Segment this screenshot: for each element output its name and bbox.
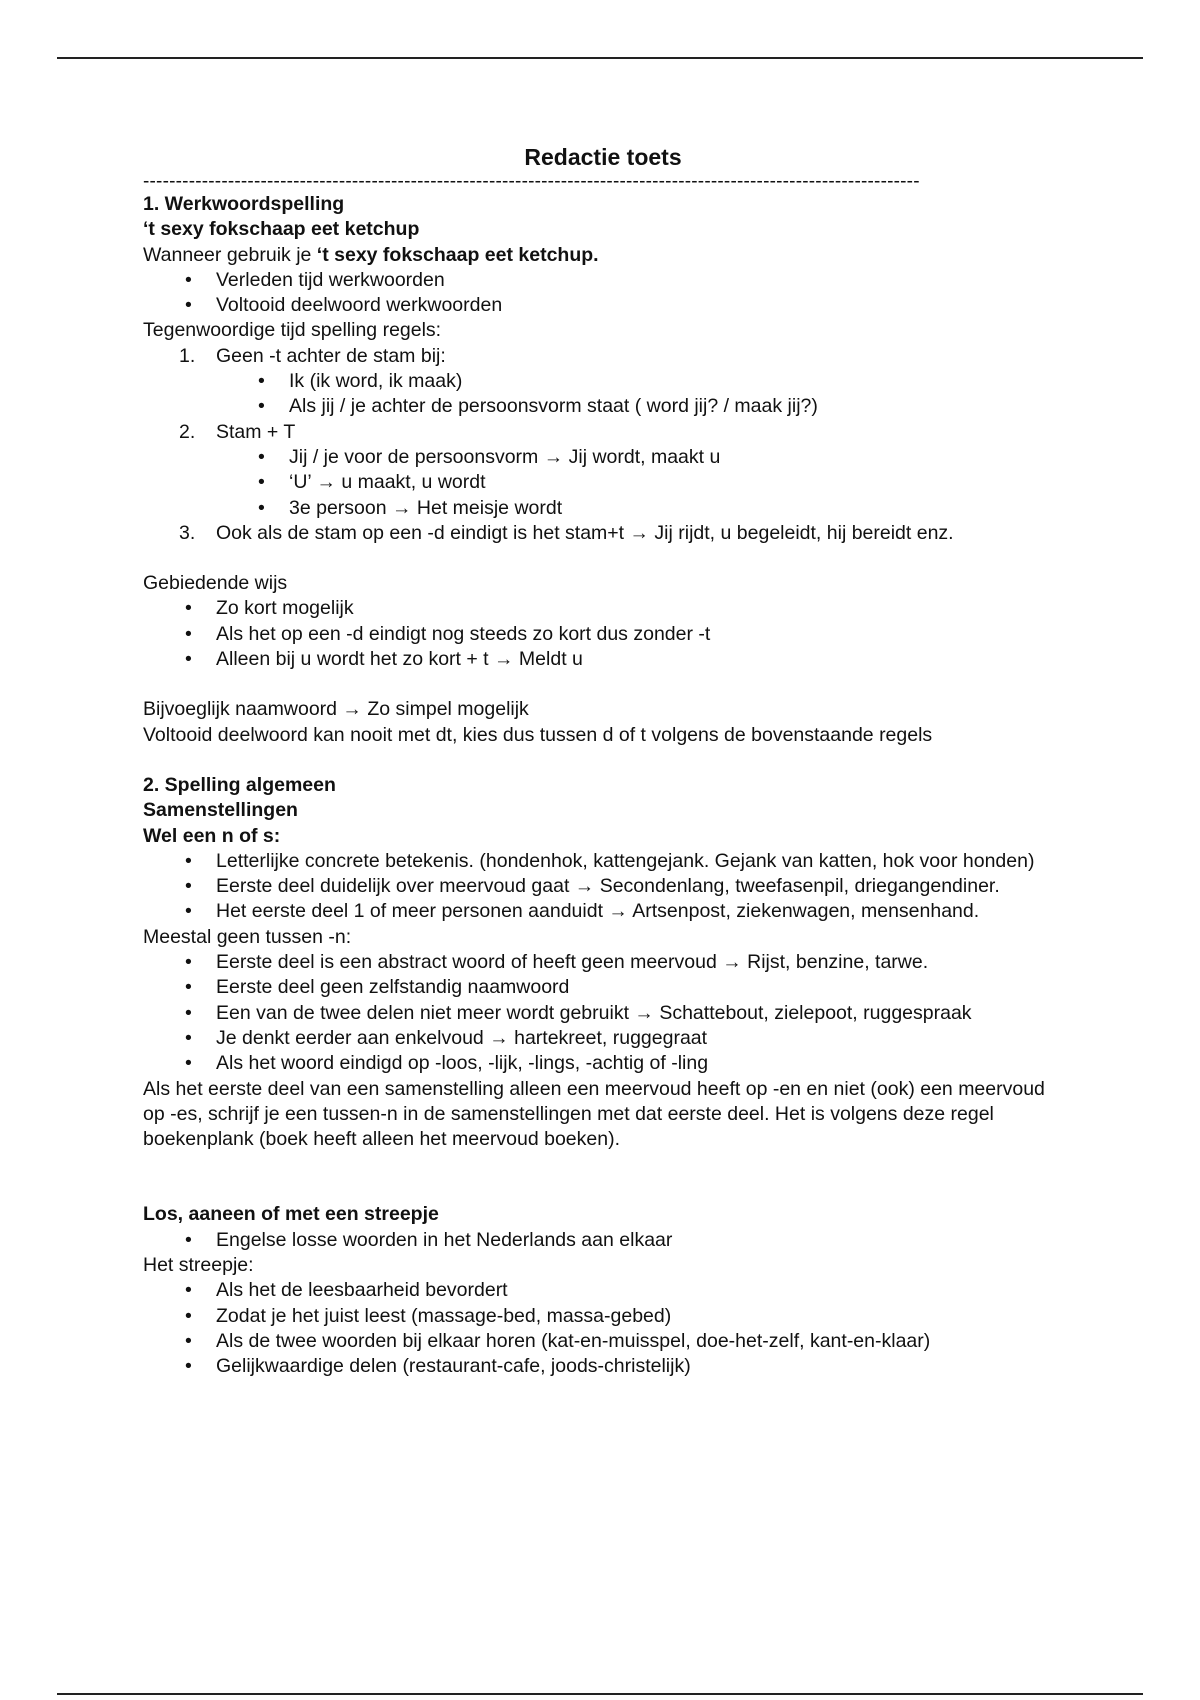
rule-item (143, 344, 1063, 420)
imperative-list (143, 596, 1063, 672)
rules-list (143, 344, 1063, 546)
with-ns-heading: Wel een n of s: (143, 824, 281, 847)
rule-text: Ook als de stam op een -d eindigt is het stam+t → Jij rijdt, u begeleidt, hij bereidt enz. (216, 521, 954, 544)
section1-subheading: ‘t sexy fokschaap eet ketchup (143, 218, 420, 241)
mostly-no-intro: Meestal geen tussen -n: (143, 925, 352, 948)
participle-rule: Voltooid deelwoord kan nooit met dt, kies dus tussen d of t volgens de bovenstaande regels (143, 723, 933, 746)
list-item: • Letterlijke concrete betekenis. (hondenhok, kattengejank. Gejank van katten, hok voor honden) (143, 849, 1063, 874)
section2-heading: 2. Spelling algemeen (143, 773, 336, 796)
rule-paragraph: Als het eerste deel van een samenstelling alleen een meervoud heeft op -en en niet (ook) een meervoud op -es, schrijf je een tussen-n in de samenstellingen met dat eerste deel. Het is volgens deze regel boekenplank (boek heeft alleen het meervoud boeken). (143, 1077, 1045, 1151)
list-item: • Als jij / je achter de persoonsvorm staat ( word jij? / maak jij?) (216, 394, 1063, 419)
list-item: • Zo kort mogelijk (143, 596, 1063, 621)
imperative-intro: Gebiedende wijs (143, 572, 288, 595)
separator-line: ----------------------------------------------------------------------------------------------------------------------- (143, 172, 920, 192)
top-rule (57, 57, 1143, 59)
list-item: • 3e persoon → Het meisje wordt (216, 496, 1063, 521)
list-item: • Een van de twee delen niet meer wordt gebruikt → Schattebout, zielepoot, ruggespraak (143, 1001, 1063, 1026)
list-item: • ‘U’ → u maakt, u wordt (216, 470, 1063, 495)
usage-question (143, 243, 1063, 268)
list-item: • Je denkt eerder aan enkelvoud → hartekreet, ruggegraat (143, 1026, 1063, 1051)
rule-sublist (216, 445, 1063, 521)
page-title: Redactie toets (524, 144, 682, 170)
loose-heading: Los, aaneen of met een streepje (143, 1203, 439, 1226)
rule-number: 3. (179, 521, 196, 544)
usage-question-bold: ‘t sexy fokschaap eet ketchup. (316, 243, 599, 266)
section2-subheading: Samenstellingen (143, 799, 298, 822)
usage-question-prefix: Wanneer gebruik je (143, 243, 317, 266)
rule-item (143, 420, 1063, 521)
list-item: • Als het de leesbaarheid bevordert (143, 1278, 1063, 1303)
rule-number: 1. (179, 344, 196, 367)
mostly-no-list (143, 950, 1063, 1076)
list-item: • Zodat je het juist leest (massage-bed, massa-gebed) (143, 1304, 1063, 1329)
list-item: • Als het op een -d eindigt nog steeds zo kort dus zonder -t (143, 622, 1063, 647)
rule-item (143, 521, 1063, 546)
rule-text: Geen -t achter de stam bij: (216, 344, 446, 367)
list-item: • Verleden tijd werkwoorden (143, 268, 1063, 293)
list-item: • Het eerste deel 1 of meer personen aanduidt → Artsenpost, ziekenwagen, mensenhand. (143, 899, 1063, 924)
usage-list (143, 268, 1063, 319)
section1-heading: 1. Werkwoordspelling (143, 193, 345, 215)
list-item: • Ik (ik word, ik maak) (216, 369, 1063, 394)
list-item: • Eerste deel duidelijk over meervoud gaat → Secondenlang, tweefasenpil, driegangendiner. (143, 874, 1063, 899)
list-item: • Eerste deel geen zelfstandig naamwoord (143, 975, 1063, 1000)
list-item: • Jij / je voor de persoonsvorm → Jij wordt, maakt u (216, 445, 1063, 470)
bottom-rule (57, 1693, 1143, 1695)
rule-text: Stam + T (216, 420, 296, 443)
adjective-rule: Bijvoeglijk naamwoord → Zo simpel mogelijk (143, 698, 529, 721)
list-item: • Eerste deel is een abstract woord of heeft geen meervoud → Rijst, benzine, tarwe. (143, 950, 1063, 975)
list-item: • Als de twee woorden bij elkaar horen (kat-en-muisspel, doe-het-zelf, kant-en-klaar) (143, 1329, 1063, 1354)
present-intro: Tegenwoordige tijd spelling regels: (143, 319, 442, 342)
rule-number: 2. (179, 420, 196, 443)
with-ns-list (143, 849, 1063, 925)
hyphen-list (143, 1278, 1063, 1379)
loose-list (143, 1228, 1063, 1253)
hyphen-intro: Het streepje: (143, 1253, 254, 1276)
list-item: • Engelse losse woorden in het Nederlands aan elkaar (143, 1228, 1063, 1253)
rule-sublist (216, 369, 1063, 420)
document-page (143, 142, 1063, 1379)
list-item: • Voltooid deelwoord werkwoorden (143, 293, 1063, 318)
list-item: • Alleen bij u wordt het zo kort + t → Meldt u (143, 647, 1063, 672)
list-item: • Gelijkwaardige delen (restaurant-cafe, joods-christelijk) (143, 1354, 1063, 1379)
list-item: • Als het woord eindigd op -loos, -lijk, -lings, -achtig of -ling (143, 1051, 1063, 1076)
